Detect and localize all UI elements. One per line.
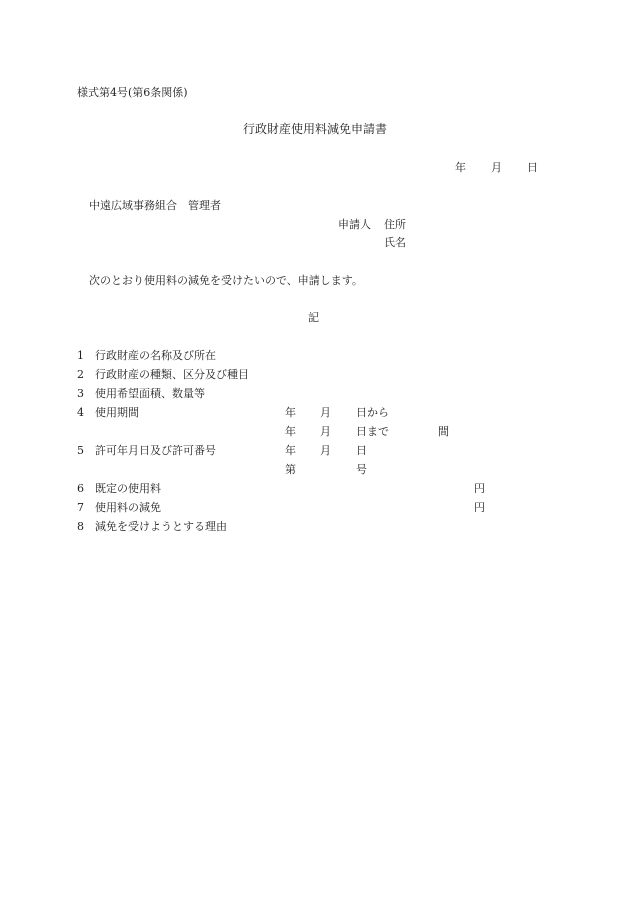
page-title: 行政財産使用料減免申請書: [243, 122, 388, 136]
item-number: 3: [77, 387, 84, 400]
yen-existing-fee: 円: [474, 482, 485, 495]
addressee: 中遠広域事務組合 管理者: [89, 199, 221, 212]
item-label: 使用料の減免: [95, 501, 161, 514]
period-to-month: 月: [320, 425, 331, 438]
intro-text: 次のとおり使用料の減免を受けたいので、申請します。: [89, 274, 363, 287]
date-year: 年: [455, 161, 466, 174]
date-day: 日: [527, 161, 538, 174]
item-number: 5: [77, 444, 84, 457]
item-number: 2: [77, 368, 84, 381]
item-label: 減免を受けようとする理由: [95, 520, 227, 533]
item-number: 6: [77, 482, 84, 495]
item-label: 行政財産の名称及び所在: [95, 349, 216, 362]
applicant-address-label: 住所: [384, 218, 406, 231]
item-number: 7: [77, 501, 84, 514]
permit-year: 年: [285, 444, 296, 457]
form-number: 様式第4号(第6条関係): [77, 86, 188, 99]
period-to-year: 年: [285, 425, 296, 438]
ki-heading: 記: [308, 311, 319, 324]
period-from-month: 月: [320, 406, 331, 419]
item-label: 既定の使用料: [95, 482, 161, 495]
applicant-label: 申請人: [338, 218, 371, 231]
item-label: 使用期間: [95, 406, 139, 419]
period-from-year: 年: [285, 406, 296, 419]
item-number: 8: [77, 520, 84, 533]
yen-fee-reduction: 円: [474, 501, 485, 514]
period-duration: 間: [438, 425, 449, 438]
permit-go: 号: [356, 463, 367, 476]
item-label: 許可年月日及び許可番号: [95, 444, 216, 457]
date-month: 月: [491, 161, 502, 174]
item-number: 4: [77, 406, 84, 419]
period-from-day: 日から: [356, 406, 389, 419]
permit-day: 日: [356, 444, 367, 457]
item-label: 行政財産の種類、区分及び種目: [95, 368, 249, 381]
applicant-name-label: 氏名: [384, 236, 406, 249]
period-to-day: 日まで: [356, 425, 389, 438]
item-label: 使用希望面積、数量等: [95, 387, 205, 400]
permit-dai: 第: [285, 463, 296, 476]
permit-month: 月: [320, 444, 331, 457]
item-number: 1: [77, 349, 84, 362]
